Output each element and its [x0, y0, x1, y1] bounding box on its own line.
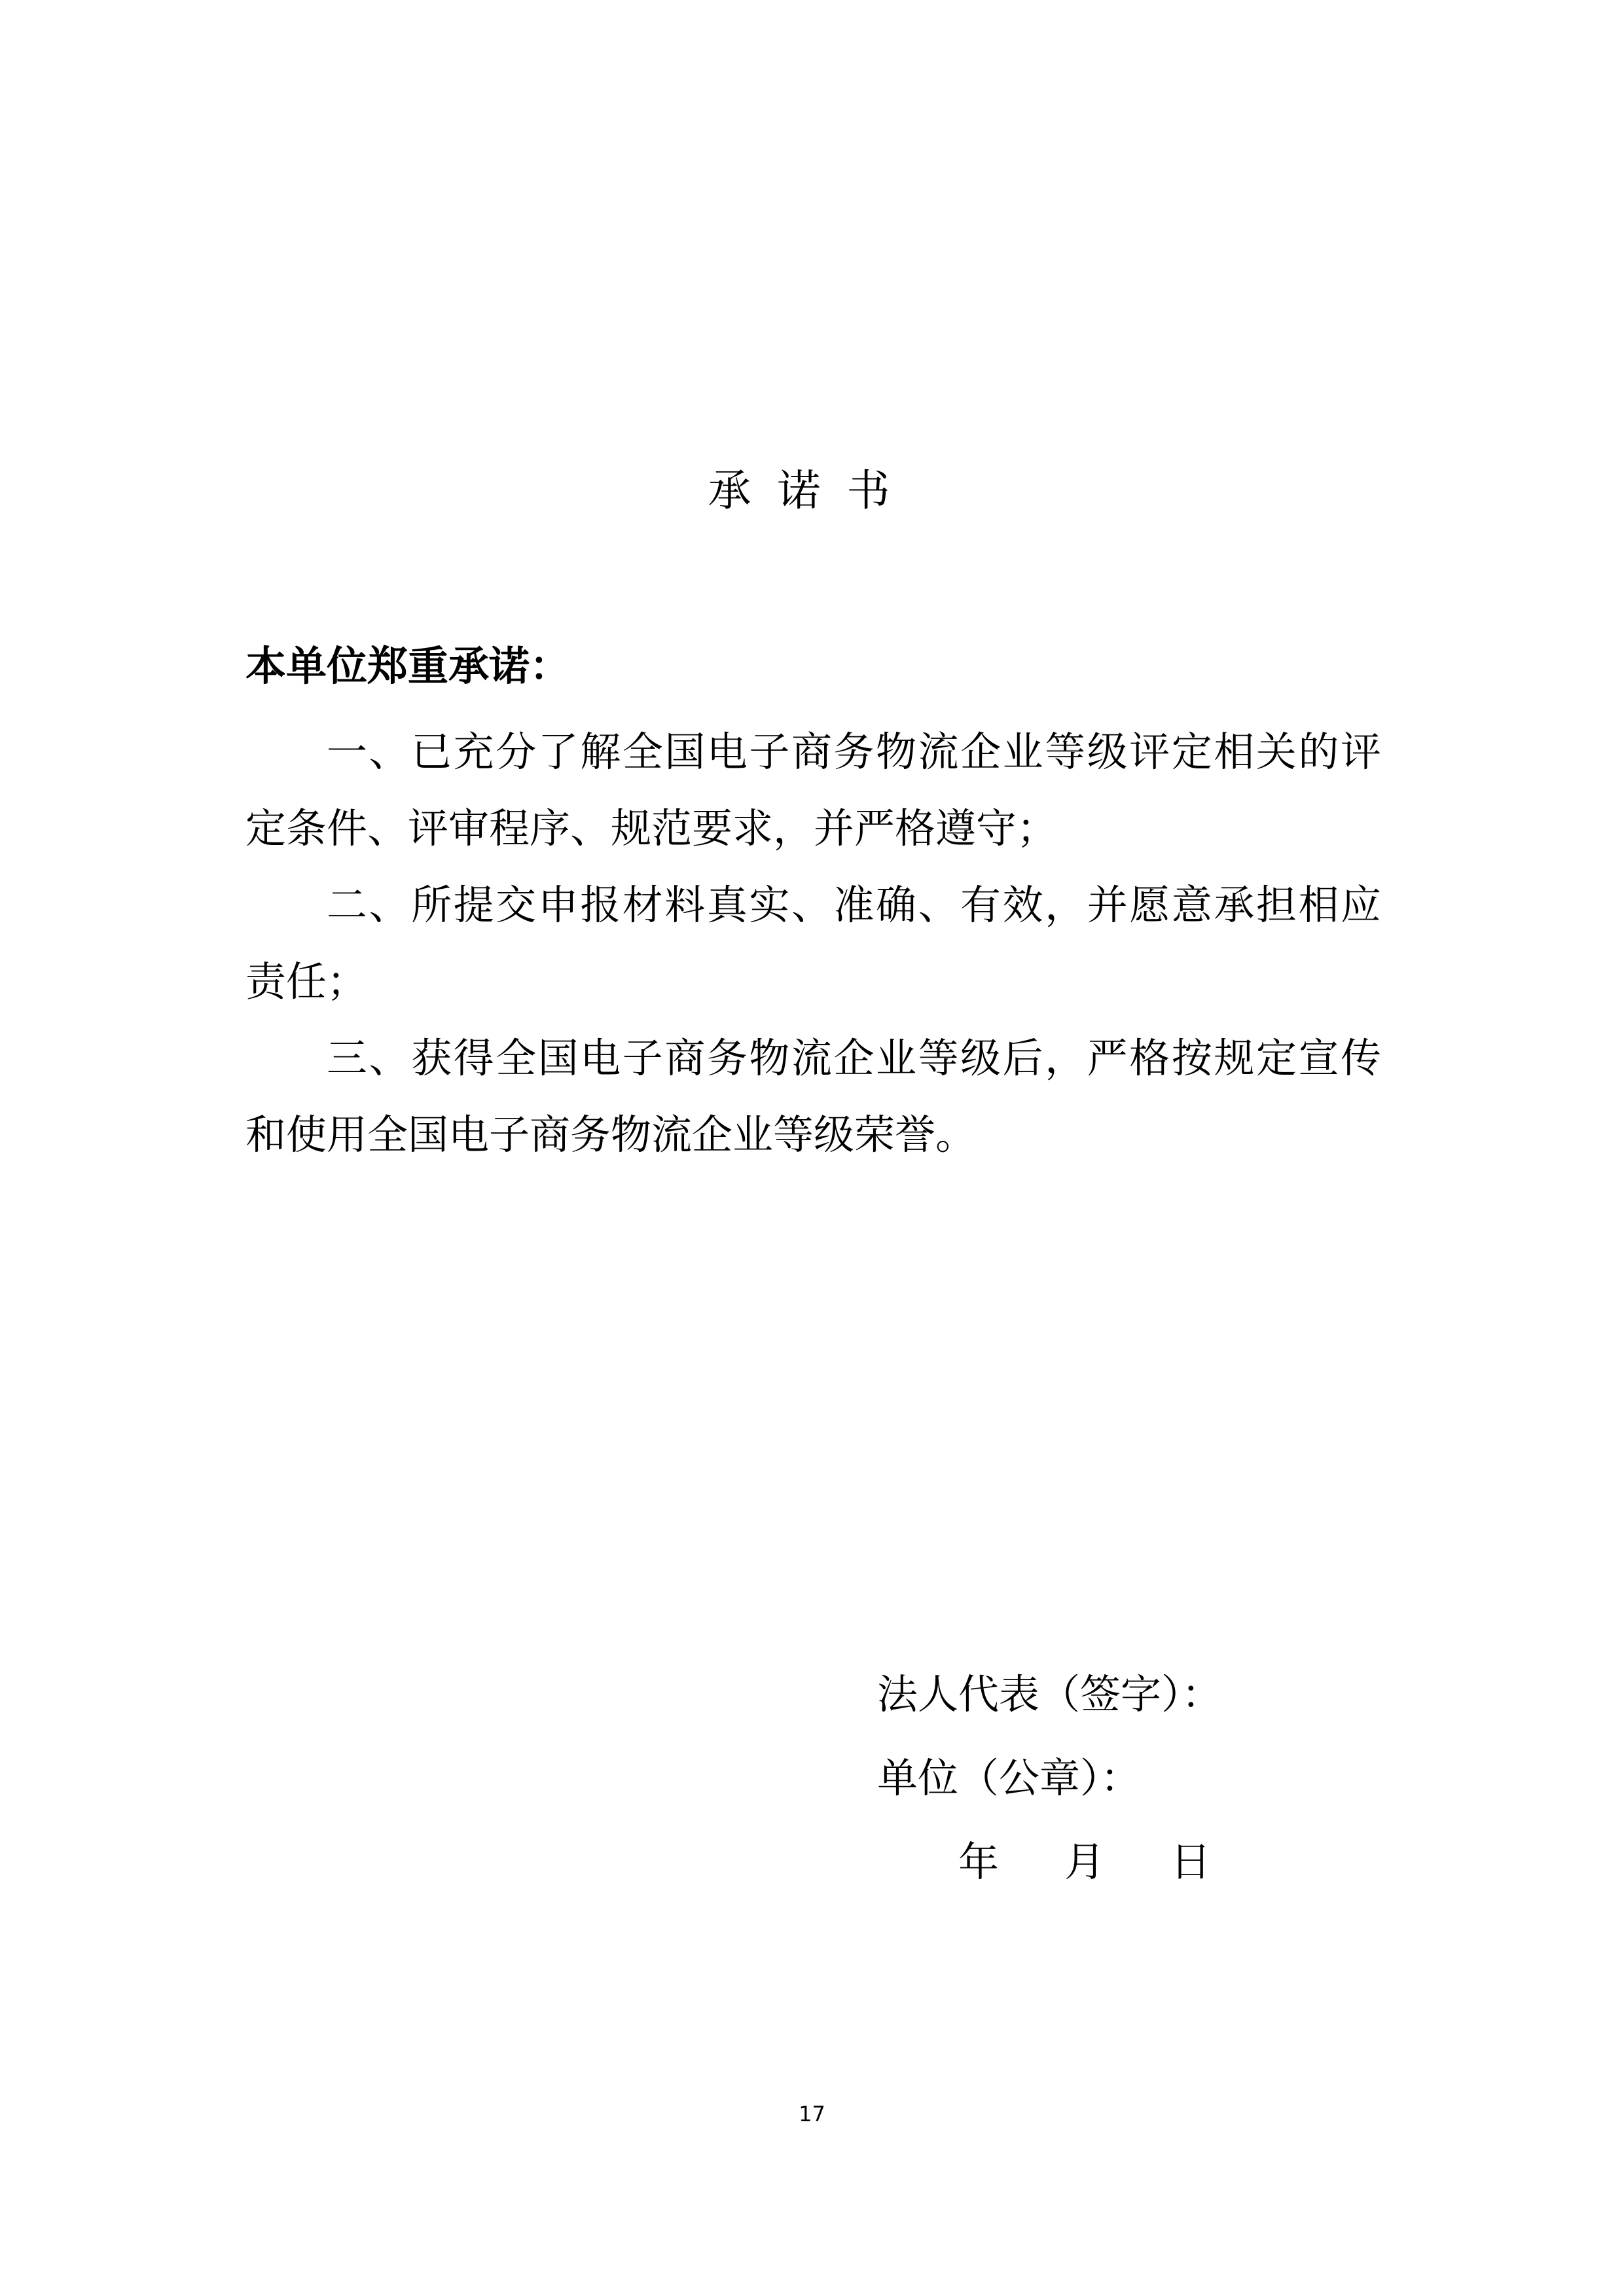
commitment-item-3: 三、获得全国电子商务物流企业等级后，严格按规定宣传和使用全国电子商务物流企业等级荣誉。	[245, 1034, 1381, 1158]
date-day-label: 日	[1170, 1838, 1212, 1886]
commitment-item-1: 一、已充分了解全国电子商务物流企业等级评定相关的评定条件、评审程序、规范要求，并严格遵守；	[245, 728, 1381, 852]
date-line	[877, 1820, 1222, 1904]
legal-rep-signature-label: 法人代表（签字）：	[877, 1670, 1223, 1718]
document-title: 承诺书	[708, 465, 916, 516]
commitment-item-2: 二、所提交申报材料真实、准确、有效，并愿意承担相应责任；	[245, 881, 1381, 1005]
unit-seal-label: 单位（公章）：	[877, 1754, 1142, 1802]
date-month-label: 月	[1064, 1838, 1106, 1886]
date-year-label: 年	[958, 1838, 1000, 1886]
page-number: 17	[799, 2102, 825, 2126]
commitment-body	[245, 713, 1381, 1173]
commitment-heading: 本单位郑重承诺：	[245, 642, 571, 690]
signature-block	[877, 1653, 1222, 1904]
